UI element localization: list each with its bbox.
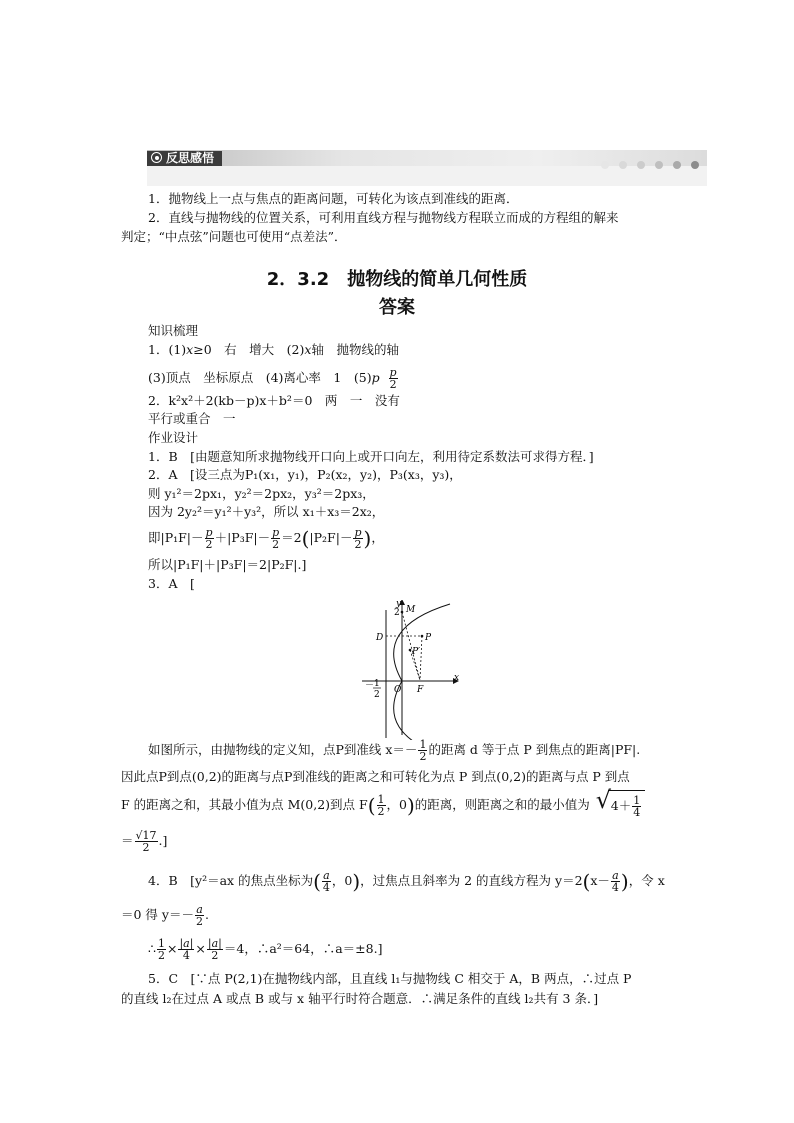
reflection-line-2: 2．直线与抛物线的位置关系，可利用直线方程与抛物线方程联立而成的方程组的解来: [148, 210, 619, 225]
q1-answer: 1．B [由题意知所求抛物线开口向上或开口向左，利用待定系数法可求得方程．]: [148, 449, 594, 464]
frac-den: 4: [633, 806, 641, 819]
frac-den: 2: [195, 915, 203, 928]
fraction-1-over-4: [632, 795, 641, 818]
q4-part: ∴: [148, 941, 156, 956]
label-d: D: [376, 633, 384, 643]
q2d-part: ＋|P₃F|－: [214, 530, 271, 545]
fraction-p-over-2: [271, 527, 280, 550]
q3-part: 如图所示，由抛物线的定义知，点P到准线 x＝－: [148, 742, 418, 757]
k-var: x: [304, 342, 312, 357]
frac-num: √17: [135, 829, 157, 842]
q4-line-c: [148, 934, 382, 964]
banner-label: 反思感悟: [166, 151, 215, 165]
label-half-num: 1: [374, 679, 380, 689]
q2-line-a: 2．A [设三点为P₁(x₁，y₁)，P₂(x₂，y₂)，P₃(x₃，y₃)，: [148, 467, 462, 482]
target-icon: [151, 152, 162, 163]
knowledge-line-2: [148, 364, 399, 392]
label-f: F: [417, 685, 424, 695]
dashed-pf: [420, 636, 422, 680]
frac-num: 1: [377, 793, 385, 806]
k-part: ≥0 右 增大 (2): [193, 342, 305, 357]
frac-den: 4: [182, 949, 190, 962]
k-var: x: [186, 342, 194, 357]
fraction-p-over-2: [389, 367, 398, 390]
homework-heading: 作业设计: [148, 430, 199, 445]
reflection-line-1: 1．抛物线上一点与焦点的距离问题，可转化为该点到准线的距离．: [148, 191, 519, 206]
banner-dot: [691, 161, 699, 169]
banner-dot: [601, 161, 609, 169]
frac-den: 2: [354, 538, 362, 551]
banner-tag: [147, 151, 222, 166]
parabola-figure: [362, 600, 472, 740]
label-half-den: 2: [374, 690, 380, 700]
banner-dot: [655, 161, 663, 169]
frac-den: 2: [389, 378, 397, 391]
label-y: y: [396, 600, 402, 609]
fraction-abs-a-over-4: [178, 938, 194, 961]
fraction-p-over-2: [353, 527, 362, 550]
label-p: P: [425, 633, 432, 643]
label-o: O: [394, 685, 402, 695]
q4-part: ，令 x: [628, 873, 665, 888]
frac-num: |a|: [179, 937, 194, 950]
frac-den: 4: [611, 881, 619, 894]
banner-dots: [591, 154, 699, 173]
point-m: [401, 611, 404, 614]
knowledge-line-3: 2．k²x²＋2(kb－p)x＋b²＝0 两 一 没有: [148, 393, 400, 408]
k-part: (3)顶点 坐标原点 (4)离心率 1 (5): [148, 370, 372, 385]
section-subtitle: 答案: [379, 297, 415, 318]
sqrt-part: 4＋: [610, 798, 632, 813]
q4-part: 4．B [y²＝ax 的焦点坐标为: [148, 873, 314, 888]
frac-num: a: [612, 869, 619, 882]
fraction-a-over-2: [195, 904, 204, 927]
fraction-sqrt17-over-2: [135, 830, 158, 853]
q2-line-b: 则 y₁²＝2px₁，y₂²＝2px₂，y₃²＝2px₃，: [148, 486, 375, 501]
knowledge-line-4: 平行或重合 一: [148, 411, 236, 426]
fraction-1-over-2: [418, 739, 427, 762]
q3-part: .]: [158, 833, 168, 848]
q3-line-1: [148, 736, 640, 764]
q3-answer: 3．A [: [148, 576, 195, 591]
frac-num: a: [196, 903, 203, 916]
sqrt-expression: [608, 790, 645, 821]
frac-den: 2: [377, 805, 385, 818]
label-two: 2: [394, 608, 400, 618]
q2-line-d: 即|P₁F|－ $\frac{p}{2}$ ＋|P₃F|－ $\frac{p}{2}$ ＝2(|P₂F|－ $\frac{p}{2}$ )，: [148, 526, 384, 551]
frac-num: 1: [419, 738, 427, 751]
q2d-part: ＝2: [281, 530, 302, 545]
q3-part: ＝: [121, 833, 134, 848]
frac-den: 2: [142, 841, 150, 854]
q4-part: ＝4，∴a²＝64，∴a＝±8.]: [223, 941, 383, 956]
knowledge-heading: 知识梳理: [148, 323, 199, 338]
q2d-part: 即|P₁F|－: [148, 530, 204, 545]
q2-line-e: 所以|P₁F|＋|P₃F|＝2|P₂F|.]: [148, 557, 307, 572]
k-part: 1．(1): [148, 342, 187, 357]
q4-part: ×: [166, 941, 178, 956]
q4-part: .: [204, 907, 209, 922]
q3-part: 的距离，则距离之和的最小值为: [414, 797, 590, 812]
q3-line-3: F 的距离之和，其最小值为点 M(0,2)到点 F( $\frac{1}{2}$ ，0)的距离，则距离之和的最小值为 √ 4＋ $\frac{1}{4}$: [121, 790, 645, 821]
q4-line-b: [121, 900, 209, 930]
q3-part: 的距离 d 等于点 P 到焦点的距离|PF|.: [428, 742, 641, 757]
q5-line-b: 的直线 l₂在过点 A 或点 B 或与 x 轴平行时符合题意．∴满足条件的直线 l₂共有 3 条．]: [121, 991, 599, 1006]
section-title: 2．3.2 抛物线的简单几何性质: [266, 269, 528, 290]
frac-num: p: [205, 526, 213, 539]
reflection-banner: [147, 150, 707, 186]
k-var: p: [371, 370, 380, 385]
q4-part: ＝0 得 y＝－: [121, 907, 194, 922]
label-p-prime: P′: [412, 647, 421, 657]
q4-part: ×: [195, 941, 206, 956]
k-part: 轴 抛物线的轴: [311, 342, 399, 357]
label-x: x: [454, 673, 460, 683]
frac-den: 4: [322, 881, 330, 894]
fraction-1-over-2: [377, 794, 386, 817]
label-m: M: [406, 605, 416, 615]
point-p: [421, 635, 424, 638]
frac-den: 2: [211, 949, 219, 962]
frac-num: a: [323, 869, 330, 882]
q5-line-a: 5．C [∵点 P(2,1)在抛物线内部，且直线 l₁与抛物线 C 相交于 A，B 两点，∴过点 P: [148, 971, 632, 986]
frac-num: p: [354, 526, 362, 539]
q2d-part: |P₂F|－: [309, 530, 353, 545]
frac-num: p: [389, 366, 397, 379]
frac-num: |a|: [207, 937, 222, 950]
q2-line-c: 因为 2y₂²＝y₁²＋y₃²，所以 x₁＋x₃＝2x₂，: [148, 504, 385, 519]
frac-den: 2: [419, 750, 427, 763]
q2d-part: ，: [371, 530, 384, 545]
banner-dot: [637, 161, 645, 169]
frac-den: 2: [157, 949, 165, 962]
fraction-abs-a-over-2: [207, 938, 223, 961]
q4-part: x－: [590, 873, 610, 888]
frac-num: p: [272, 526, 280, 539]
frac-num: 1: [633, 794, 641, 807]
q4-line-a: 4．B [y²＝ax 的焦点坐标为( $\frac{a}{4}$ ，0)，过焦点且斜率为 2 的直线方程为 y＝2(x－ $\frac{a}{4}$ )，令 x: [148, 869, 665, 894]
q4-part: ，0: [331, 873, 353, 888]
frac-num: 1: [157, 937, 165, 950]
frac-den: 2: [205, 538, 213, 551]
q3-line-4: [121, 826, 167, 856]
label-neg: －: [365, 681, 375, 691]
fraction-a-over-4: [611, 870, 620, 893]
reflection-line-3: 判定；“中点弦”问题也可使用“点差法”．: [121, 229, 347, 244]
banner-dot: [673, 161, 681, 169]
fraction-a-over-4: [322, 870, 331, 893]
frac-den: 2: [272, 538, 280, 551]
q3-part: ，0: [386, 797, 407, 812]
q3-part: F 的距离之和，其最小值为点 M(0,2)到点 F: [121, 797, 368, 812]
q4-part: ，过焦点且斜率为 2 的直线方程为 y＝2: [360, 873, 583, 888]
fraction-p-over-2: [205, 527, 214, 550]
point-p-prime: [409, 649, 412, 652]
banner-dot: [619, 161, 627, 169]
fraction-1-over-2: [157, 938, 166, 961]
knowledge-line-1: [148, 341, 399, 359]
q3-line-2: 因此点P到点(0,2)的距离与点P到准线的距离之和可转化为点 P 到点(0,2)的距离与点 P 到点: [121, 769, 630, 784]
